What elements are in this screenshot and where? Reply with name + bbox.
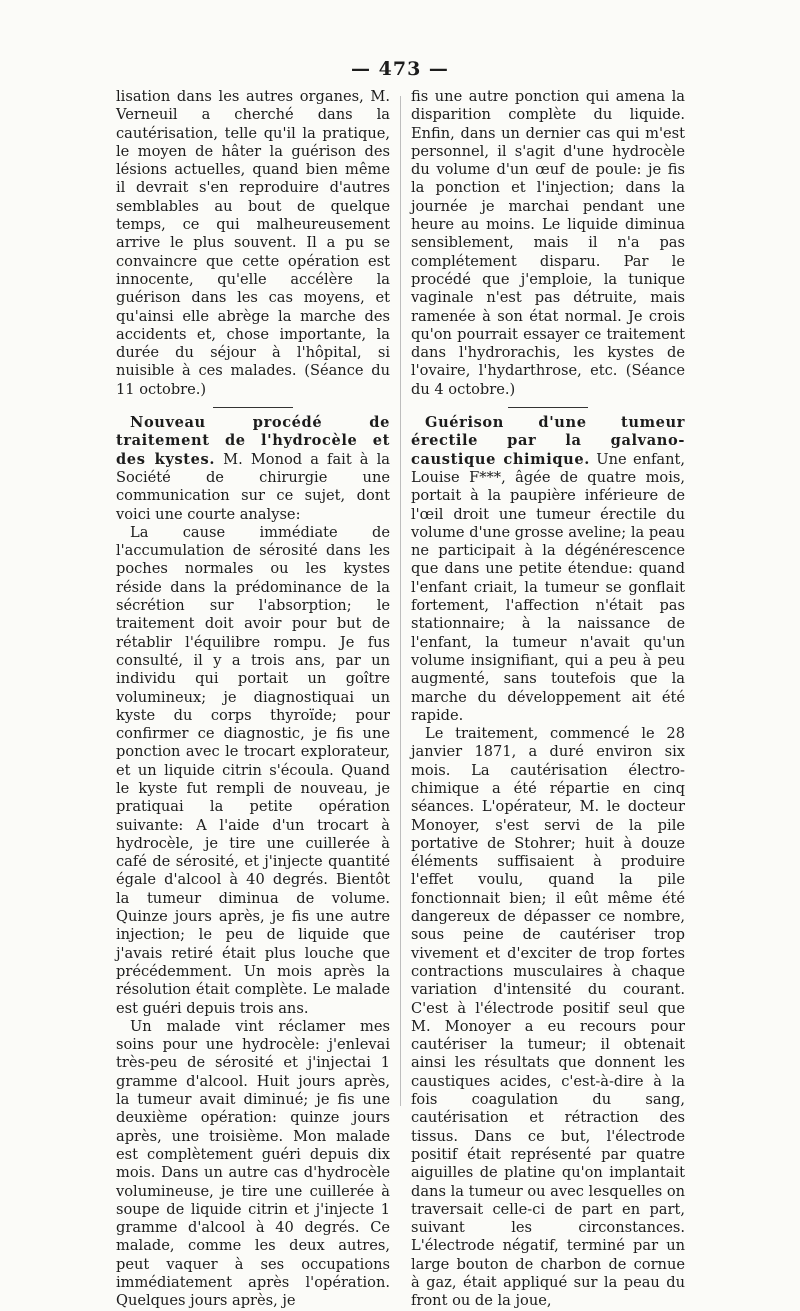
column-divider xyxy=(400,96,401,1106)
paragraph: Un malade vint réclamer mes soins pour une hydrocèle: j'enlevai très-peu de sérosité et j'injectai 1 gramme d'alcool. Huit jours après, la tumeur avait diminué; je fis une deuxième opération: quinze jours après, une troisième. Mon malade est complètement guéri depuis dix mois. Dans un autre cas d'hydrocèle volumineuse, je tire une cuillerée à soupe de liquide citrin et j'injecte 1 gramme d'alcool à 40 degrés. Ce malade, comme les deux autres, peut vaquer à ses occupations immédiatement après l'opération. Quelques jours après, je xyxy=(116,1017,390,1310)
paragraph: fis une autre ponction qui amena la disparition complète du liquide. Enfin, dans un dernier cas qui m'est personnel, il s'agit d'une hydrocèle du volume d'un œuf de poule: je fis la ponction et l'injection; dans la journée je marchai pendant une heure au moins. Le liquide diminua sensiblement, mais il n'a pas complétement disparu. Par le procédé que j'emploie, la tunique vaginale n'est pas détruite, mais ramenée à son état normal. Je crois qu'on pourrait essayer ce traitement dans l'hydrorachis, les kystes de l'ovaire, l'hydarthrose, etc. (Séance du 4 octobre.) xyxy=(411,88,685,398)
article-paragraph xyxy=(411,414,685,725)
paragraph: La cause immédiate de l'accumulation de sérosité dans les poches normales ou les kystes réside dans la prédominance de la sécrétion sur l'absorption; le traitement doit avoir pour but de rétablir l'équilibre rompu. Je fus consulté, il y a trois ans, par un individu qui portait un goître volumineux; je diagnostiquai un kyste du corps thyroïde; pour confirmer ce diagnostic, je fis une ponction avec le trocart explorateur, et un liquide citrin s'écoula. Quand le kyste fut rempli de nouveau, je pratiquai la petite opération suivante: A l'aide d'un trocart à hydrocèle, je tire une cuillerée à café de sérosité, et j'injecte quantité égale d'alcool à 40 degrés. Bientôt la tumeur diminua de volume. Quinze jours après, je fis une autre injection; le peu de liquide que j'avais retiré était plus louche que précédemment. Un mois après la résolution était complète. Le malade est guéri depuis trois ans. xyxy=(116,523,390,1017)
article-intro: M. Monod a fait à la Société de chirurgie une communication sur ce sujet, dont voici une courte analyse: xyxy=(116,450,390,523)
right-column xyxy=(411,88,685,1311)
article-heading: Nouveau procédé de traitement de l'hydrocèle et des kystes. xyxy=(116,414,390,468)
left-column xyxy=(116,88,390,1311)
paragraph: lisation dans les autres organes, M. Verneuil a cherché dans la cautérisation, telle qu'il la pratique, le moyen de hâter la guérison des lésions actuelles, quand bien même il devrait s'en reproduire d'autres semblables au bout de quelque temps, ce qui malheureusement arrive le plus souvent. Il a pu se convaincre que cette opération est innocente, qu'elle accélère la guérison dans les cas moyens, et qu'ainsi elle abrège la marche des accidents et, chose importante, la durée du séjour à l'hôpital, si nuisible à ces malades. (Séance du 11 octobre.) xyxy=(116,88,390,398)
article-paragraph xyxy=(116,414,390,524)
article-heading: Guérison d'une tumeur érectile par la galvano-caustique chimique. xyxy=(411,414,685,468)
section-rule xyxy=(213,407,293,408)
section-rule xyxy=(508,407,588,408)
paragraph: Le traitement, commencé le 28 janvier 1871, a duré environ six mois. La cautérisation électro-chimique a été répartie en cinq séances. L'opérateur, M. le docteur Monoyer, s'est servi de la pile portative de Stohrer; huit à douze éléments suffisaient à produire l'effet voulu, quand la pile fonctionnait bien; il eût même été dangereux de dépasser ce nombre, sous peine de cautériser trop vivement et d'exciter de trop fortes contractions musculaires à chaque variation d'intensité du courant. C'est à l'électrode positif seul que M. Monoyer a eu recours pour cautériser la tumeur; il obtenait ainsi les résultats que donnent les caustiques acides, c'est-à-dire à la fois coagulation du sang, cautérisation et rétraction des tissus. Dans ce but, l'électrode positif était représenté par quatre aiguilles de platine qu'on implantait dans la tumeur ou avec lesquelles on traversait celle-ci de part en part, suivant les circonstances. L'électrode négatif, terminé par un large bouton de charbon de cornue à gaz, était appliqué sur la peau du front ou de la joue, xyxy=(411,725,686,1310)
page-number: — 473 — xyxy=(351,58,449,80)
article-intro: Une enfant, Louise F***, âgée de quatre mois, portait à la paupière inférieure de l'œil droit une tumeur érectile du volume d'une grosse aveline; la peau ne participait à la dégénérescence que dans une petite étendue: quand l'enfant criait, la tumeur se gonflait fortement, l'affection n'était pas stationnaire; à la naissance de l'enfant, la tumeur n'avait qu'un volume insignifiant, qui a peu à peu augmenté, sans toutefois que la marche du développement ait été rapide. xyxy=(411,450,686,724)
